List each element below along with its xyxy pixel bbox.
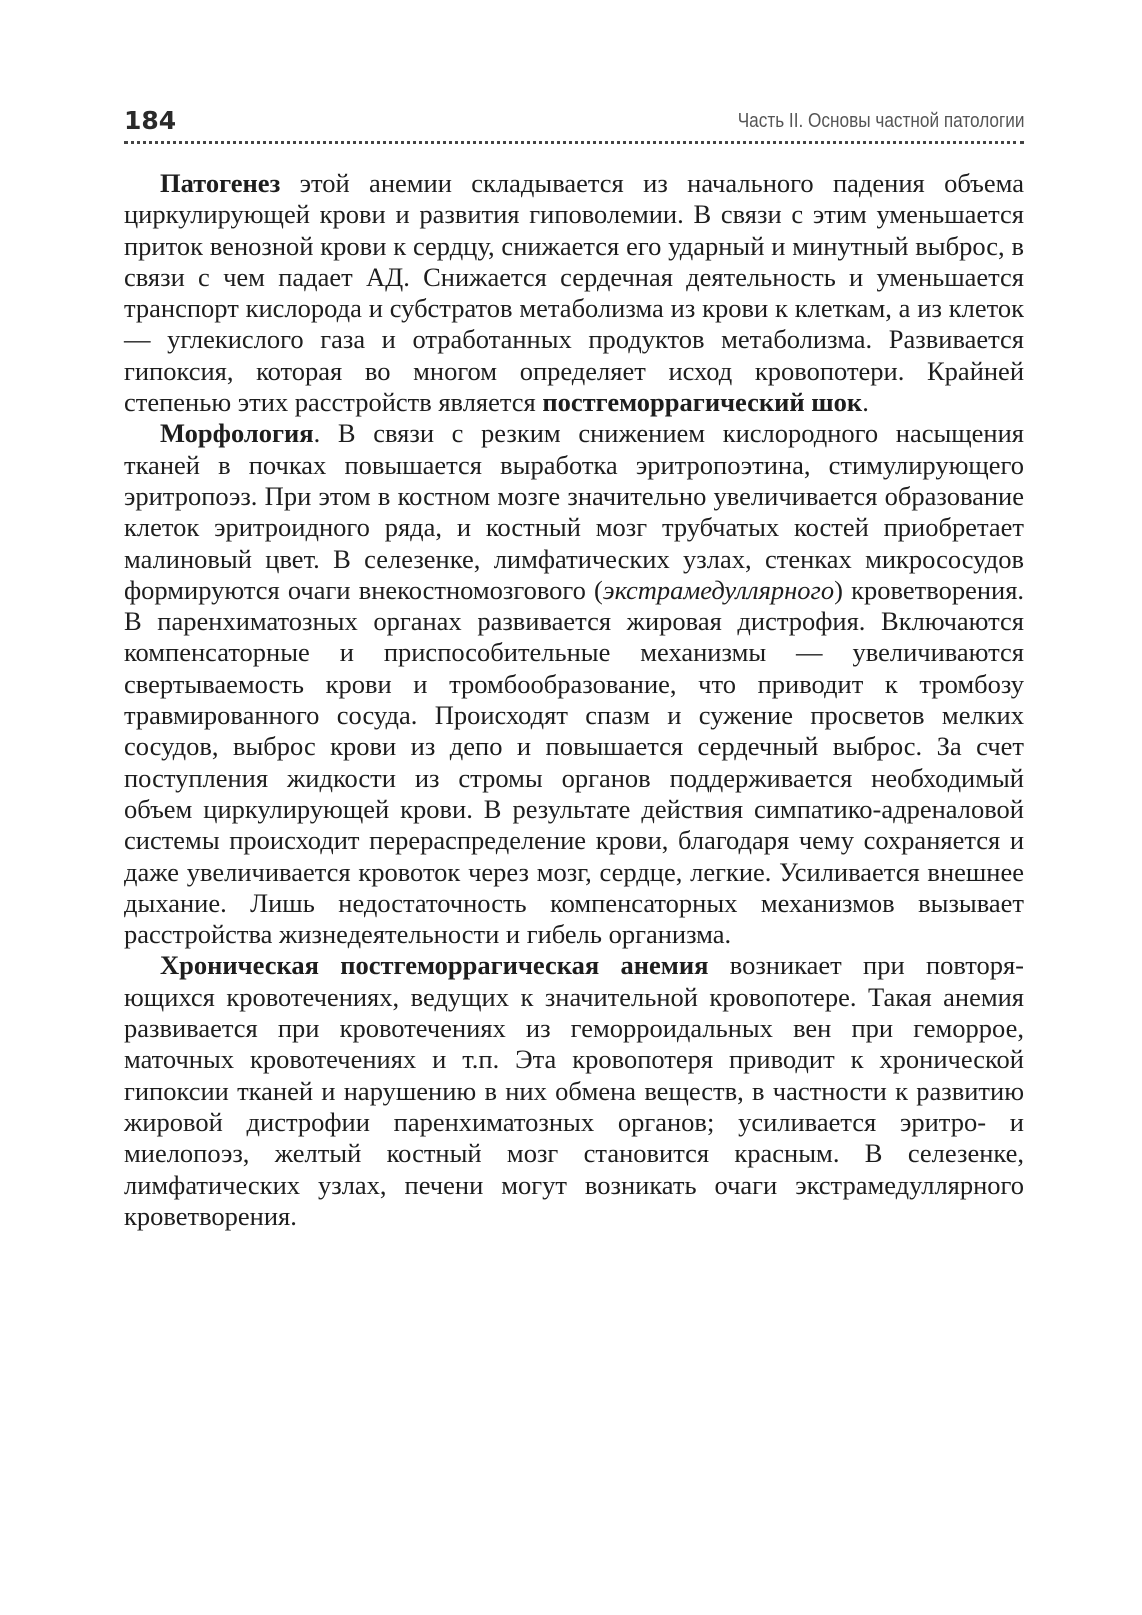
term-posthemorrhagic-shock: постгеморрагический шок bbox=[542, 387, 863, 418]
page-header bbox=[124, 96, 1024, 138]
paragraph-text: этой анемии складывается из начального падения объема циркулирующей крови и развития гиповолемии. В связи с этим уменьшается приток венозной крови к сердцу, снижается его ударный и минутный выброс, в связи с чем падает АД. Снижается сердечная деятельность и уменьшается транспорт кислорода и субстратов метаболизма из крови к клеткам, а из клеток — углекислого газа и отработанных продуктов метаболизма. Развивается гипоксия, которая во многом определяет исход кровопотери. Крайней степенью этих расстройств является bbox=[124, 168, 1024, 418]
paragraph-text: ) кроветворения. В паренхиматозных органах развивается жировая дистрофия. Включаются компенсаторные и приспособительные механизмы — увеличиваются свертываемость крови и тромбообразование, что приводит к тромбозу травмированного сосуда. Происходят спазм и сужение просветов мелких сосудов, выброс крови из депо и повышается сердечный выброс. За счет поступления жидкости из стромы органов поддерживается необходимый объем циркулирующей крови. В результате действия симпатико-адреналовой системы происходит перераспределение крови, благодаря чему сохраняется и даже увеличивается кровоток через мозг, сердце, легкие. Усиливается внешнее дыхание. Лишь недостаточность компенсаторных механизмов вызывает расстройства жизнедеятельности и гибель организма. bbox=[124, 574, 1025, 950]
paragraph-chronic-anemia bbox=[124, 950, 1024, 1232]
page-number: 184 bbox=[124, 106, 177, 135]
term-pathogenesis: Патогенез bbox=[160, 168, 281, 198]
running-title: Часть II. Основы частной патологии bbox=[737, 110, 1024, 132]
paragraph-text: возникает при повторяющихся кровотечениях, ведущих к значительной кровопотере. Такая анемия развивается при кровотечениях из геморроидальных вен при геморрое, маточных кровотечениях и т.п. Эта кровопотеря приводит к хронической гипоксии тканей и нарушению в них обмена веществ, в частности к развитию жировой дистрофии паренхиматозных органов; усиливается эритро- и миелопоэз, желтый костный мозг становится красным. В селезенке, лимфатических узлах, печени могут возникать очаги экстрамедуллярного кроветворения. bbox=[124, 950, 1024, 1231]
paragraph-morphology bbox=[124, 418, 1024, 950]
term-extramedullary: экстрамедуллярного bbox=[602, 574, 835, 605]
body-text bbox=[124, 168, 1024, 1232]
term-chronic-anemia: Хроническая постгеморрагическая анемия bbox=[160, 950, 709, 981]
paragraph-text: . В связи с резким снижением кислородного насыщения тканей в почках повышается выработка эритропоэтина, стимулирующего эритропоэз. При этом в костном мозге значительно увеличивается образование клеток эритроидного ряда, и костный мозг трубчатых костей приобретает малиновый цвет. В селезенке, лимфатических узлах, стенках микрососудов формируются очаги внекостномозгового ( bbox=[124, 418, 1024, 605]
book-page bbox=[124, 96, 1024, 1232]
paragraph-tail: . bbox=[862, 387, 869, 418]
dotted-header-rule bbox=[124, 141, 1024, 144]
paragraph-pathogenesis bbox=[124, 168, 1024, 418]
term-morphology: Морфология bbox=[160, 418, 314, 449]
